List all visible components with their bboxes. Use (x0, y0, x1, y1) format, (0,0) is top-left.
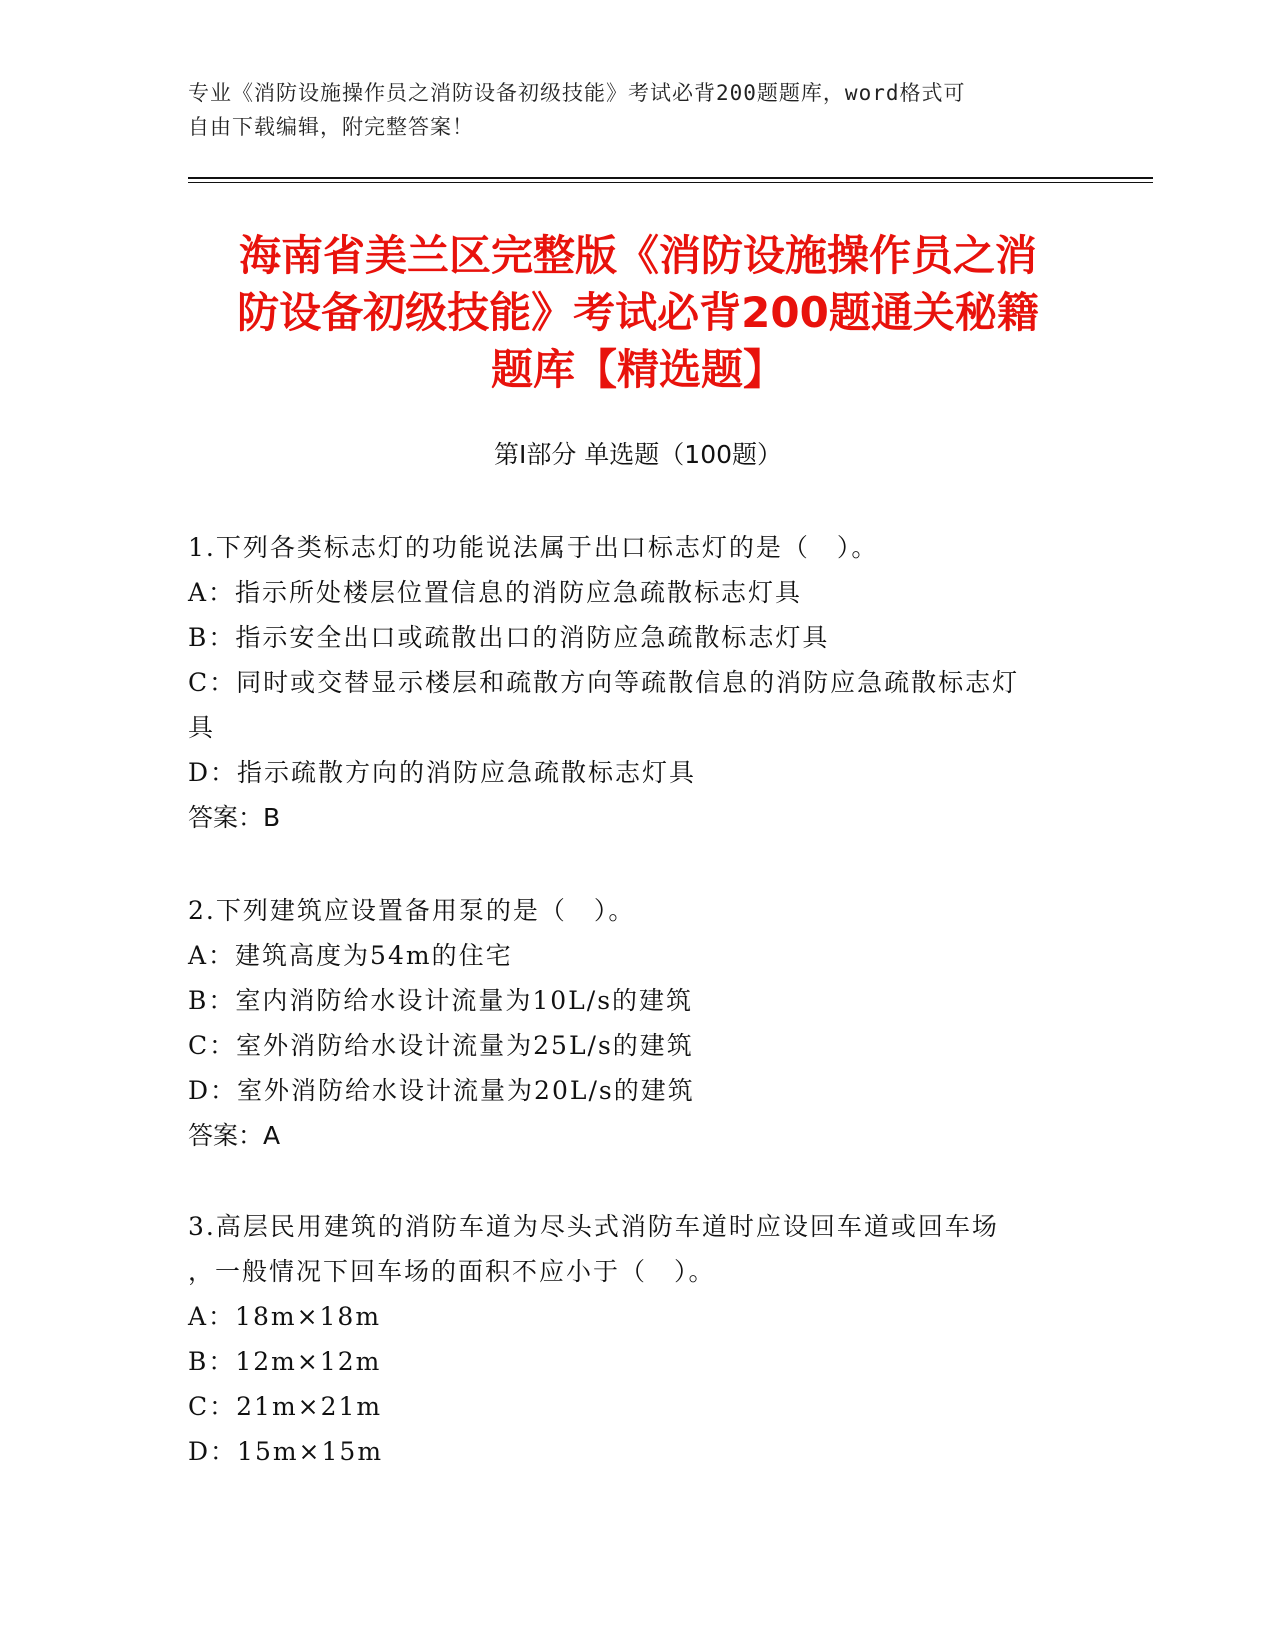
option-b: B：室内消防给水设计流量为10L/s的建筑 (188, 986, 694, 1015)
title-line-1: 海南省美兰区完整版《消防设施操作员之消 (238, 231, 1037, 280)
question-stem-continued: ，一般情况下回车场的面积不应小于（ ）。 (188, 1257, 716, 1286)
question-stem: 1.下列各类标志灯的功能说法属于出口标志灯的是（ ）。 (188, 533, 879, 562)
question-stem: 3.高层民用建筑的消防车道为尽头式消防车道时应设回车道或回车场 (188, 1212, 999, 1241)
question-stem: 2.下列建筑应设置备用泵的是（ ）。 (188, 896, 636, 925)
option-c-continued: 具 (188, 713, 216, 742)
section-heading: 第I部分 单选题（100题） (493, 440, 783, 469)
option-a: A：18m×18m (188, 1302, 382, 1331)
question-2 (188, 888, 1078, 1158)
answer: 答案：B (188, 803, 281, 832)
question-1 (188, 525, 1078, 840)
option-b: B：指示安全出口或疏散出口的消防应急疏散标志灯具 (188, 623, 830, 652)
answer: 答案：A (188, 1121, 281, 1150)
option-c: C：室外消防给水设计流量为25L/s的建筑 (188, 1031, 694, 1060)
header-divider-thin (188, 182, 1153, 183)
document-title (188, 227, 1088, 398)
header-note-line-1: 专业《消防设施操作员之消防设备初级技能》考试必背200题题库，word格式可 (188, 81, 966, 105)
option-a: A：指示所处楼层位置信息的消防应急疏散标志灯具 (188, 578, 803, 607)
option-d: D：指示疏散方向的消防应急疏散标志灯具 (188, 758, 697, 787)
header-note-line-2: 自由下载编辑，附完整答案！ (188, 115, 474, 139)
option-d: D：15m×15m (188, 1437, 384, 1466)
option-b: B：12m×12m (188, 1347, 382, 1376)
title-line-3: 题库【精选题】 (490, 345, 785, 394)
header-divider-thick (188, 177, 1153, 179)
question-3 (188, 1204, 1078, 1474)
option-d: D：室外消防给水设计流量为20L/s的建筑 (188, 1076, 695, 1105)
option-c: C：21m×21m (188, 1392, 383, 1421)
title-line-2: 防设备初级技能》考试必背200题通关秘籍 (237, 288, 1039, 337)
option-a: A：建筑高度为54m的住宅 (188, 941, 513, 970)
header-note (188, 76, 1078, 144)
option-c: C：同时或交替显示楼层和疏散方向等疏散信息的消防应急疏散标志灯 (188, 668, 1020, 697)
